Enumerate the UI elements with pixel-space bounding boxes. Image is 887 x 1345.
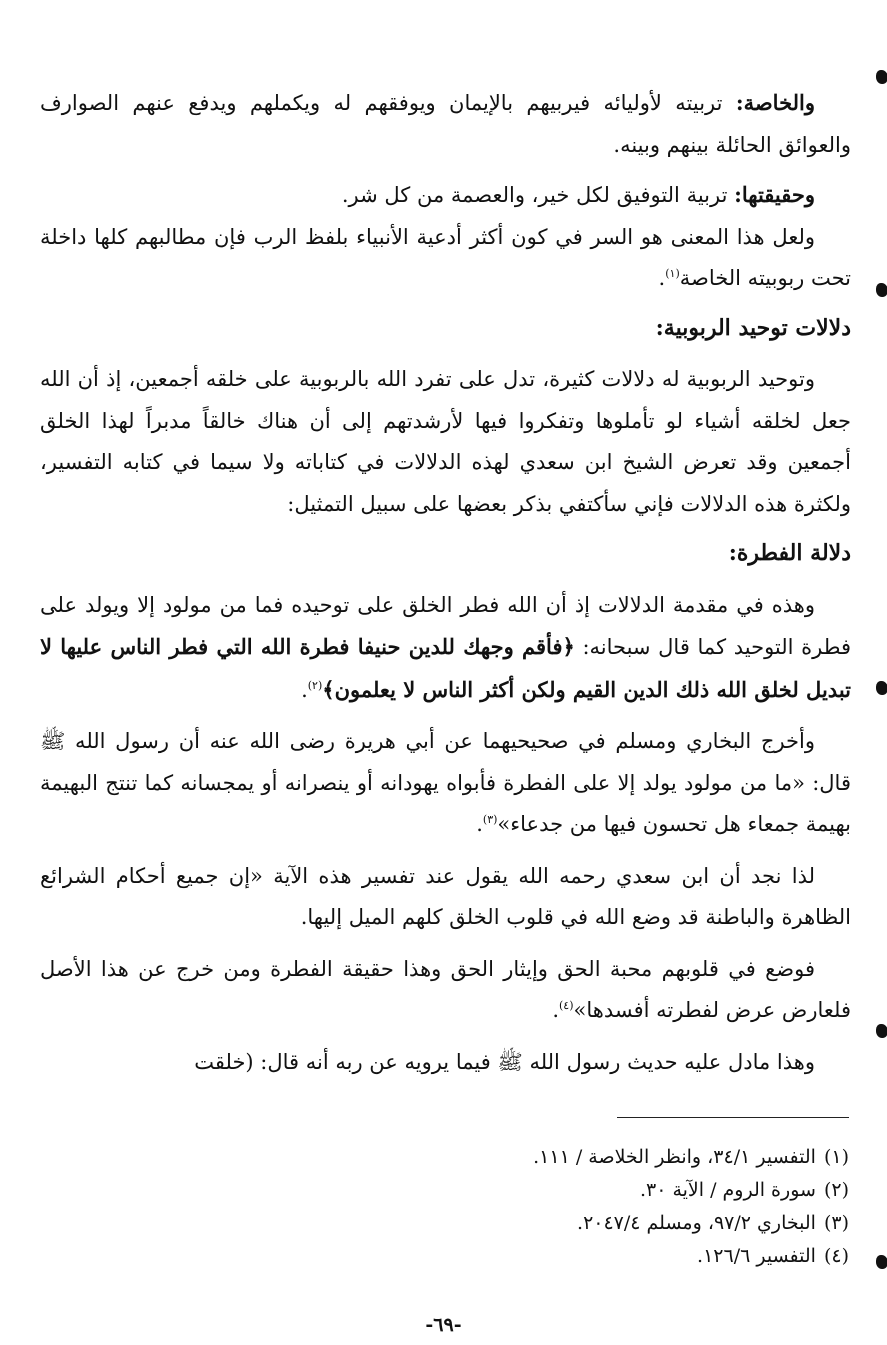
paragraph-hadith-qudsi — [40, 1042, 851, 1084]
paragraph-special-lordship — [40, 82, 851, 166]
paragraph-love-of-truth — [40, 949, 851, 1032]
paragraph-reality — [40, 174, 851, 217]
page-number: -٦٩- — [425, 1314, 462, 1336]
footnote-item — [40, 1141, 849, 1174]
term-special: والخاصة: — [735, 90, 815, 115]
footnote-number: (٣) — [823, 1212, 849, 1234]
footnotes-list — [40, 1141, 849, 1273]
footnote-text: التفسير ١٢٦/٦. — [697, 1245, 816, 1267]
scan-mark — [876, 681, 887, 695]
footnote-number: (٢) — [823, 1179, 849, 1201]
scan-mark — [876, 1255, 887, 1269]
scan-mark — [876, 283, 887, 297]
footnote-text: التفسير ٣٤/١، وانظر الخلاصة / ١١١. — [533, 1146, 816, 1168]
paragraph-text: وأخرج البخاري ومسلم في صحيحيهما عن أبي هريرة رضى الله عنه أن رسول الله ﷺ قال: «ما من مولود يولد إلا على الفطرة فأبواه يهودانه أو ينصرانه أو يمجسانه كما تنتج البهيمة بهيمة جمعاء هل تحسون فيها من جدعاء» — [40, 729, 851, 836]
scan-mark — [876, 70, 887, 84]
paragraph-text: وهذا مادل عليه حديث رسول الله ﷺ فيما يرويه عن ربه أنه قال: (خلقت — [194, 1049, 815, 1074]
paragraph-text: وتوحيد الربوبية له دلالات كثيرة، تدل على تفرد الله بالربوبية على خلقه أجمعين، إذ أن الله جعل لخلقه أشياء لو تأملوها وتفكروا فيها لأرشدتهم إلى أن هناك خالقاً مدبراً لهذا الخلق أجمعين وقد تعرض الشيخ ابن سعدي لهذه الدلالات في كتاباته ولا سيما في كتابه التفسير، ولكثرة هذه الدلالات فإني سأكتفي بذكر بعضها على سبيل التمثيل: — [40, 367, 851, 516]
paragraph-ibn-saadi — [40, 856, 851, 939]
footnote-number: (٤) — [823, 1245, 849, 1267]
paragraph-end: . — [552, 998, 559, 1022]
paragraph-fitrah — [40, 585, 851, 712]
footnote-text: البخاري ٩٧/٢، ومسلم ٢٠٤٧/٤. — [577, 1212, 816, 1234]
term-reality: وحقيقتها: — [734, 182, 815, 207]
paragraph-text: وهذه في مقدمة الدلالات إذ أن الله فطر الخلق على توحيده فما من مولود إلا ويولد على فطرة التوحيد كما قال سبحانه: — [40, 592, 852, 659]
paragraph-end: . — [658, 266, 666, 290]
footnote-ref: (٢) — [307, 678, 323, 692]
quran-verse: ﴿فأقم وجهك للدين حنيفا فطرة الله التي فطر الناس عليها لا تبديل لخلق الله ذلك الدين القيم ولكن أكثر الناس لا يعلمون﴾ — [40, 634, 851, 702]
paragraph-hadith — [40, 721, 851, 846]
paragraph-prophets-supplications — [40, 217, 851, 300]
paragraph-text: لذا نجد أن ابن سعدي رحمه الله يقول عند تفسير هذه الآية «إن جميع أحكام الشرائع الظاهرة والباطنة قد وضع الله في قلوب الخلق كلهم الميل إليها. — [40, 863, 851, 929]
footnote-ref: (٤) — [559, 999, 574, 1012]
footnote-separator — [617, 1117, 849, 1118]
scan-mark — [876, 1024, 887, 1038]
footnote-ref: (٣) — [482, 813, 498, 826]
section-heading: دلالات توحيد الربوبية: — [655, 314, 851, 341]
paragraph-end: . — [476, 812, 483, 836]
section-heading: دلالة الفطرة: — [728, 540, 851, 566]
paragraph-lordship-proofs — [40, 359, 851, 525]
footnote-item — [40, 1207, 849, 1240]
footnote-item — [40, 1174, 849, 1207]
paragraph-end: . — [301, 677, 308, 702]
footnote-ref: (١) — [665, 267, 680, 280]
paragraph-text: تربيته لأوليائه فيربيهم بالإيمان ويوفقهم له ويكملهم ويدفع عنهم الصوارف والعوائق الحائلة بينهم وبينه. — [40, 91, 851, 157]
paragraph-text: فوضع في قلوبهم محبة الحق وإيثار الحق وهذا حقيقة الفطرة ومن خرج عن هذا الأصل فلعارض عرض لفطرته أفسدها» — [40, 956, 851, 1022]
paragraph-text: ولعل هذا المعنى هو السر في كون أكثر أدعية الأنبياء بلفظ الرب فإن مطالبهم كلها داخلة تحت ربوبيته الخاصة — [40, 224, 851, 290]
footnote-text: سورة الروم / الآية ٣٠. — [639, 1179, 816, 1201]
main-text — [40, 82, 851, 1083]
footnote-item — [40, 1240, 849, 1273]
footnote-number: (١) — [823, 1146, 849, 1168]
paragraph-text: تربية التوفيق لكل خير، والعصمة من كل شر. — [341, 183, 735, 207]
